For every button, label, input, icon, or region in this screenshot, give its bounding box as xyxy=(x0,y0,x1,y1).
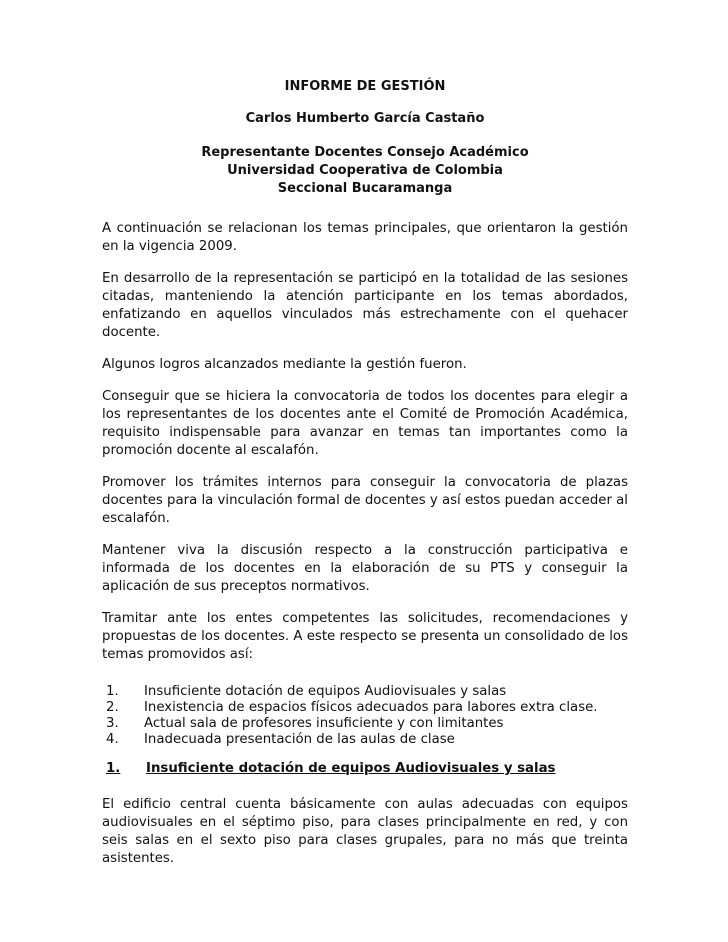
list-item-text: Inadecuada presentación de las aulas de clase xyxy=(144,732,455,747)
author-affiliation xyxy=(102,144,628,198)
document-title: INFORME DE GESTIÓN xyxy=(284,79,446,94)
paragraph: Tramitar ante los entes competentes las solicitudes, recomendaciones y propuestas de los docentes. A este respecto se presenta un consolidado de los temas promovidos así: xyxy=(102,611,628,662)
list-item xyxy=(102,700,628,716)
topics-list xyxy=(102,684,628,748)
document-page xyxy=(102,78,628,882)
author-name: Carlos Humberto García Castaño xyxy=(245,111,485,126)
affiliation-line: Universidad Cooperativa de Colombia xyxy=(227,163,503,178)
list-item xyxy=(102,684,628,700)
paragraph: En desarrollo de la representación se participó en la totalidad de las sesiones citadas, manteniendo la atención participante en los temas abordados, enfatizando en aquellos vinculados más estrechamente con el quehacer docente. xyxy=(102,271,628,340)
list-item-number: 2. xyxy=(106,700,119,715)
list-item-number: 4. xyxy=(106,732,119,747)
section-title: Insuficiente dotación de equipos Audiovisuales y salas xyxy=(146,761,556,776)
paragraph: A continuación se relacionan los temas principales, que orientaron la gestión en la vigencia 2009. xyxy=(102,221,628,254)
paragraph: Promover los trámites internos para conseguir la convocatoria de plazas docentes para la vinculación formal de docentes y así estos puedan acceder al escalafón. xyxy=(102,475,628,526)
list-item xyxy=(102,716,628,732)
affiliation-line: Seccional Bucaramanga xyxy=(277,181,453,196)
section-number: 1. xyxy=(106,761,121,776)
list-item-number: 1. xyxy=(106,684,119,699)
paragraph: Algunos logros alcanzados mediante la gestión fueron. xyxy=(102,357,467,372)
affiliation-line: Representante Docentes Consejo Académico xyxy=(201,145,529,160)
paragraph: Mantener viva la discusión respecto a la construcción participativa e informada de los docentes en la elaboración de su PTS y conseguir la aplicación de sus preceptos normativos. xyxy=(102,543,628,594)
paragraph: Conseguir que se hiciera la convocatoria de todos los docentes para elegir a los representantes de los docentes ante el Comité de Promoción Académica, requisito indispensable para avanzar en temas tan importantes como la promoción docente al escalafón. xyxy=(102,389,628,458)
list-item-text: Actual sala de profesores insuficiente y con limitantes xyxy=(144,716,504,731)
list-item xyxy=(102,732,628,748)
list-item-number: 3. xyxy=(106,716,119,731)
section-body: El edificio central cuenta básicamente con aulas adecuadas con equipos audiovisuales en el séptimo piso, para clases principalmente en red, y con seis salas en el sexto piso para clases grupales, para no más que treinta asistentes. xyxy=(102,797,628,866)
list-item-text: Insuficiente dotación de equipos Audiovisuales y salas xyxy=(144,684,507,699)
section-heading xyxy=(102,760,628,778)
list-item-text: Inexistencia de espacios físicos adecuados para labores extra clase. xyxy=(144,700,598,715)
